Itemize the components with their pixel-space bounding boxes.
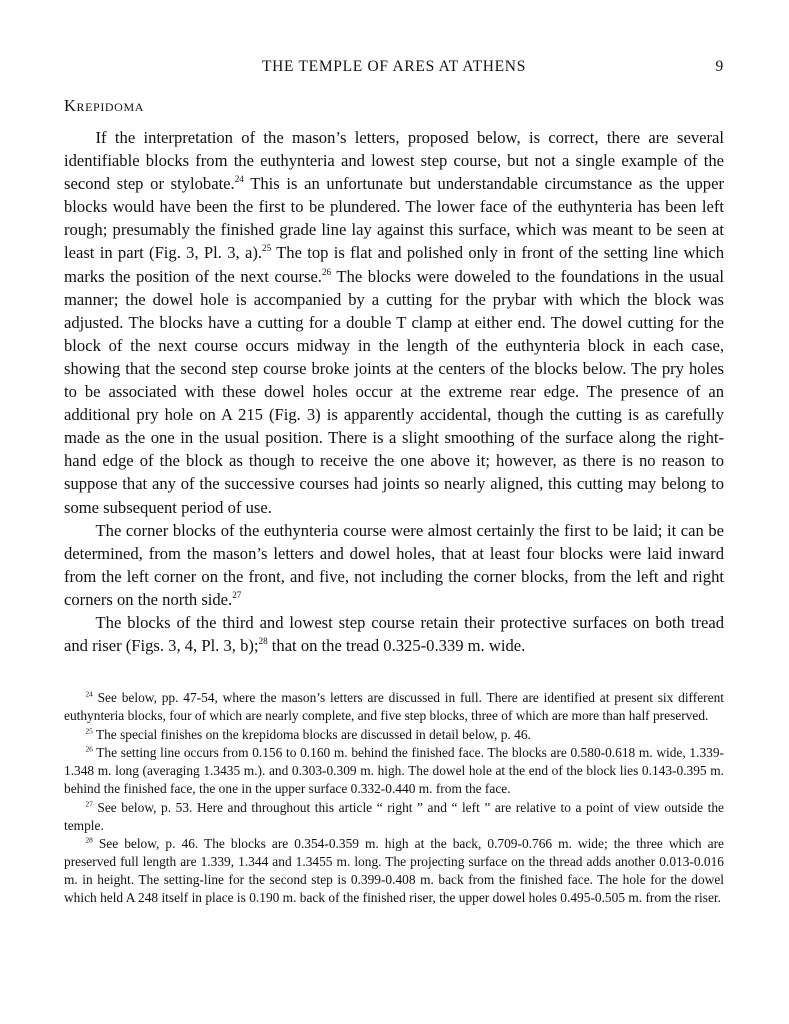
paragraph bbox=[64, 126, 724, 519]
footnote bbox=[64, 799, 724, 835]
footnote-number: 24 bbox=[85, 689, 93, 699]
section-heading: Krepidoma bbox=[64, 96, 144, 115]
footnote-text: The special finishes on the krepidoma blocks are discussed in detail below, p. 46. bbox=[95, 726, 531, 742]
footnote-number: 25 bbox=[85, 726, 93, 736]
text-run: If the interpretation of the mason’s letters, proposed below, is correct, there are several identifiable blocks from the euthynteria and lowest step course, but not a single example of the second step or stylobate. bbox=[64, 128, 724, 194]
footnote-ref: 25 bbox=[262, 243, 272, 254]
text-run: The blocks of the third and lowest step course retain their protective surfaces on both tread and riser (Figs. 3, 4, Pl. 3, b); bbox=[64, 612, 724, 656]
footnote-number: 26 bbox=[85, 744, 93, 754]
footnote-text: See below, p. 46. The blocks are 0.354-0.359 m. high at the back, 0.709-0.766 m. wide; the three which are preserved full length are 1.339, 1.344 and 1.3455 m. long. The projecting surface on the thread adds another 0.013-0.016 m. in height. The setting-line for the second step is 0.399-0.408 m. back from the finished face. The hole for the dowel which held A 248 itself in place is 0.190 m. back of the finished riser, the upper dowel holes 0.495-0.505 m. from the riser. bbox=[64, 836, 724, 905]
text-run: that on the tread 0.325-0.339 m. wide. bbox=[267, 636, 526, 656]
running-head bbox=[64, 58, 724, 80]
page-number: 9 bbox=[715, 58, 724, 75]
footnote bbox=[64, 689, 724, 725]
footnote-ref: 28 bbox=[258, 636, 268, 647]
text-run: The corner blocks of the euthynteria course were almost certainly the first to be laid; it can be determined, from the mason’s letters and dowel holes, that at least four blocks were laid inward from the left corner on the front, and five, not including the corner blocks, from the left and right corners on the north side. bbox=[64, 520, 724, 609]
footnote bbox=[64, 726, 724, 744]
footnote-ref: 27 bbox=[232, 590, 242, 601]
footnote bbox=[64, 835, 724, 906]
text-run: The top is flat and polished only in front of the setting line which marks the position of the next course. bbox=[64, 243, 724, 286]
footnote-text: See below, pp. 47-54, where the mason’s letters are discussed in full. There are identified at present six different euthynteria blocks, four of which are nearly complete, and five step blocks, three of which are more than half preserved. bbox=[64, 690, 724, 723]
footnote-ref: 26 bbox=[321, 266, 332, 277]
text-run: This is an unfortunate but understandable circumstance as the upper blocks would have been the first to be plundered. The lower face of the euthynteria has been left rough; presumably the finished grade line lay against this surface, which was meant to be seen at least in part (Fig. 3, Pl. 3, a). bbox=[64, 174, 724, 263]
footnote-ref: 24 bbox=[234, 174, 244, 185]
footnote-text: See below, p. 53. Here and throughout this article “ right ” and “ left ” are relative to a point of view outside the temple. bbox=[64, 799, 724, 833]
paragraph bbox=[64, 519, 724, 611]
footnote-number: 28 bbox=[85, 835, 93, 845]
footnote-number: 27 bbox=[85, 799, 93, 809]
text-run: The blocks were doweled to the foundations in the usual manner; the dowel hole is accompanied by a cutting for the prybar with which the block was adjusted. The blocks have a cutting for a double T clamp at either end. The dowel cutting for the block of the next course occurs midway in the length of the euthynteria block in each case, showing that the second step course broke joints at the centers of the blocks below. The pry holes to be associated with these dowel holes occur at the extreme rear edge. The presence of an additional pry hole on A 215 (Fig. 3) is apparently accidental, though the cutting is as carefully made as the one in the usual position. There is a slight smoothing of the surface along the right-hand edge of the block as though to receive the one above it; however, as there is no reason to suppose that any of the successive courses had joints so nearly aligned, this cutting may belong to some subsequent period of use. bbox=[64, 266, 725, 517]
footnote-text: The setting line occurs from 0.156 to 0.160 m. behind the finished face. The blocks are 0.580-0.618 m. wide, 1.339-1.348 m. long (averaging 1.3435 m.). and 0.303-0.309 m. high. The dowel hole at the end of the block lies 0.143-0.395 m. behind the finished face, the one in the upper surface 0.332-0.440 m. from the face. bbox=[64, 745, 724, 796]
footnote bbox=[64, 744, 724, 797]
paragraph bbox=[64, 611, 724, 657]
body-text bbox=[64, 126, 724, 657]
running-title: THE TEMPLE OF ARES AT ATHENS bbox=[261, 58, 527, 75]
footnotes bbox=[64, 689, 724, 908]
